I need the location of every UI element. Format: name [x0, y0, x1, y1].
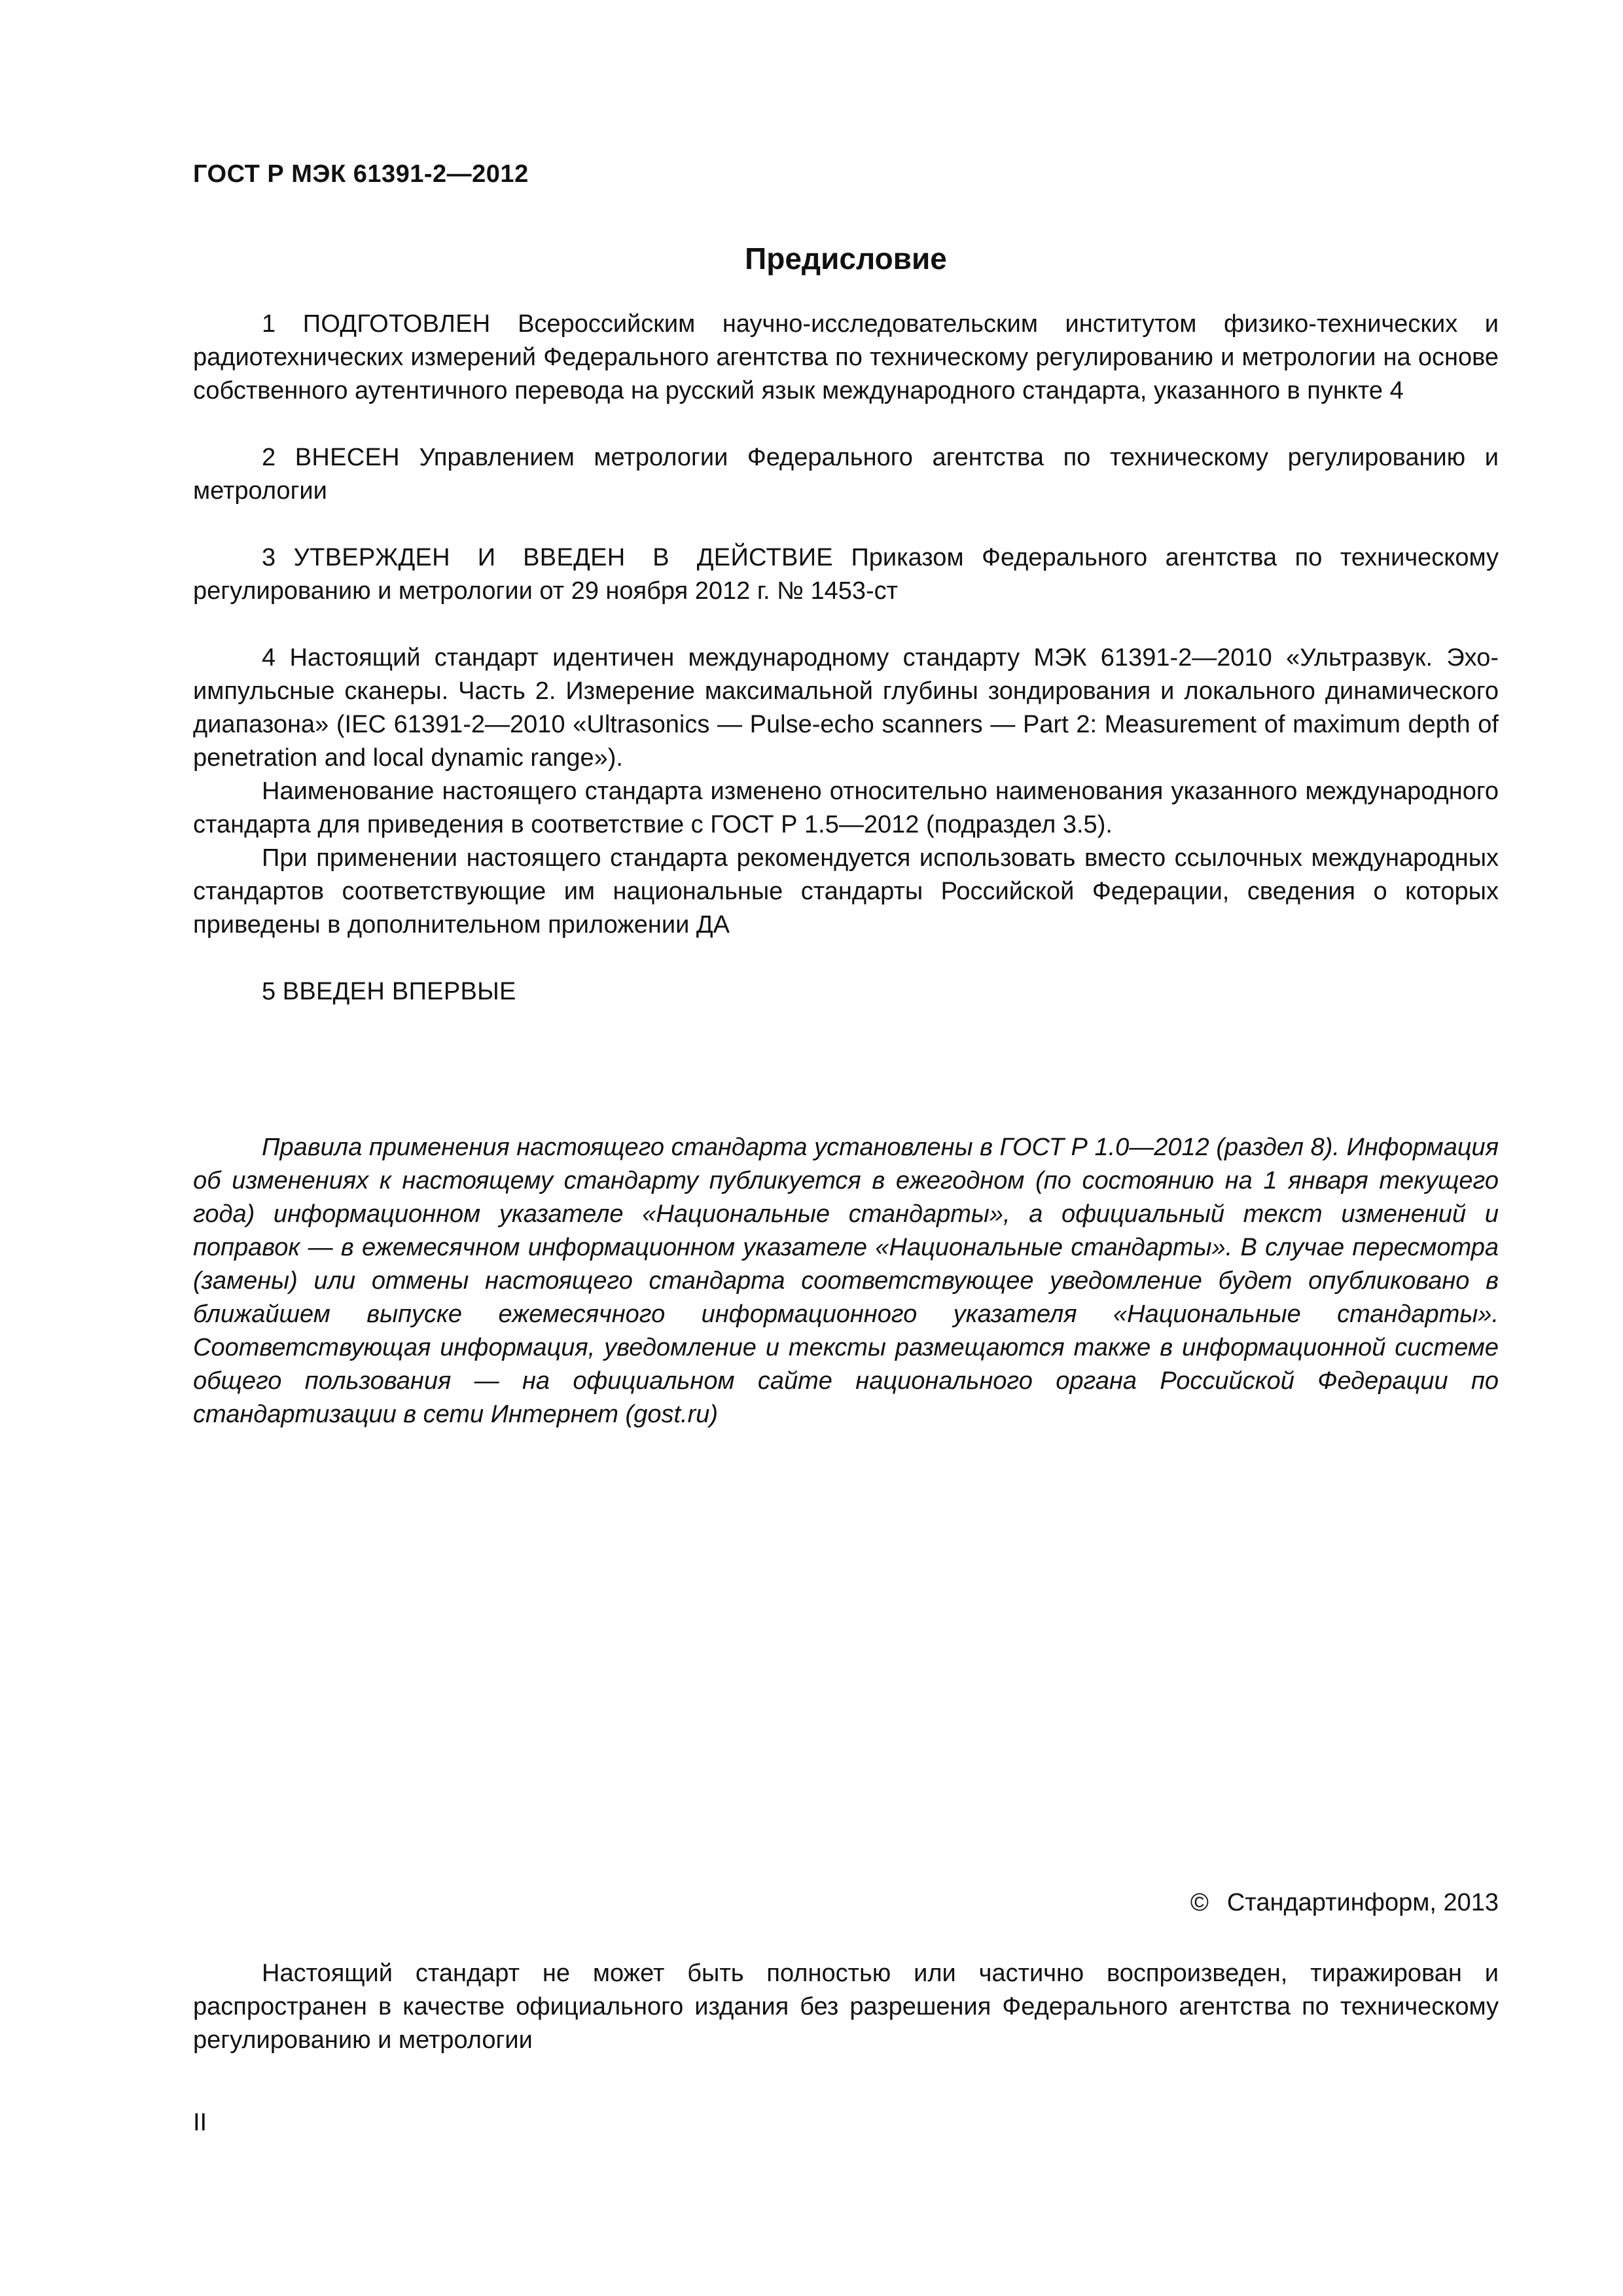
preface-item-4 — [193, 641, 1499, 775]
application-rules-note — [193, 1131, 1499, 1431]
item-keyword: ПОДГОТОВЛЕН — [302, 310, 491, 338]
item-number: 1 — [262, 310, 276, 338]
copyright-text: Стандартинформ, 2013 — [1226, 1889, 1499, 1916]
item-text: Приказом Федерального агентства по техническому регулированию и метрологии от 29 ноября 2012 г. № 1453-ст — [193, 544, 1499, 605]
page-number: II — [193, 2109, 207, 2136]
item-number: 4 — [262, 644, 276, 672]
preface-item-2 — [193, 441, 1499, 508]
preface-item-5 — [193, 975, 1499, 1009]
item-text: Всероссийским научно-исследовательским институтом физико-технических и радиотехнических измерений Федерального агентства по техническому регулированию и метрологии на основе собственного аутентичного перевода на русский язык международного стандарта, указанного в пункте 4 — [193, 310, 1499, 404]
item-keyword: ВНЕСЕН — [294, 444, 400, 471]
preface-item-1 — [193, 308, 1499, 408]
item-text: Настоящий стандарт идентичен международному стандарту МЭК 61391-2—2010 «Ультразвук. Эхо-импульсные сканеры. Часть 2. Измерение максимальной глубины зондирования и локального динамического диапазона» (IEC 61391-2—2010 «Ultrasonics — Pulse-echo scanners — Part 2: Measurement of maximum depth of penetration and local dynamic range»). — [193, 644, 1499, 772]
spacer — [193, 408, 1499, 441]
spacer — [193, 508, 1499, 541]
preface-body — [193, 308, 1499, 1009]
standard-code-header: ГОСТ Р МЭК 61391-2—2012 — [193, 160, 529, 188]
item-keyword: ВВЕДЕН ВПЕРВЫЕ — [282, 978, 516, 1005]
copyright-icon: © — [1190, 1889, 1209, 1916]
copyright-line — [1190, 1889, 1499, 1917]
spacer — [193, 608, 1499, 641]
preface-item-4-continuation-2: При применении настоящего стандарта рекомендуется использовать вместо ссылочных международных стандартов соответствующие им национальные стандарты Российской Федерации, сведения о которых приведены в дополнительном приложении ДА — [193, 844, 1499, 939]
item-text: Управлением метрологии Федерального агентства по техническому регулированию и метрологии — [193, 444, 1499, 505]
item-number: 3 — [262, 544, 276, 571]
preface-item-3 — [193, 541, 1499, 608]
rules-note-text: Правила применения настоящего стандарта установлены в ГОСТ Р 1.0—2012 (раздел 8). Информация об изменениях к настоящему стандарту публикуется в ежегодном (по состоянию на 1 января текущего года) информационном указателе «Национальные стандарты», а официальный текст изменений и поправок — в ежемесячном информационном указателе «Национальные стандарты». В случае пересмотра (замены) или отмены настоящего стандарта соответствующее уведомление будет опубликовано в ближайшем выпуске ежемесячного информационного указателя «Национальные стандарты». Соответствующая информация, уведомление и тексты размещаются также в информационной системе общего пользования — на официальном сайте национального органа Российской Федерации по стандартизации в сети Интернет (gost.ru) — [193, 1134, 1499, 1428]
spacer — [193, 942, 1499, 975]
item-number: 2 — [262, 444, 276, 471]
preface-item-4-continuation-1: Наименование настоящего стандарта изменено относительно наименования указанного международного стандарта для приведения в соответствие с ГОСТ Р 1.5—2012 (подраздел 3.5). — [193, 778, 1499, 838]
reproduction-notice — [193, 1957, 1499, 2057]
notice-text: Настоящий стандарт не может быть полностью или частично воспроизведен, тиражирован и распространен в качестве официального издания без разрешения Федерального агентства по техническому регулированию и метрологии — [193, 1960, 1499, 2054]
item-number: 5 — [262, 978, 276, 1005]
item-keyword: УТВЕРЖДЕН И ВВЕДЕН В ДЕЙСТВИЕ — [293, 544, 833, 571]
page-title: Предисловие — [745, 242, 947, 276]
